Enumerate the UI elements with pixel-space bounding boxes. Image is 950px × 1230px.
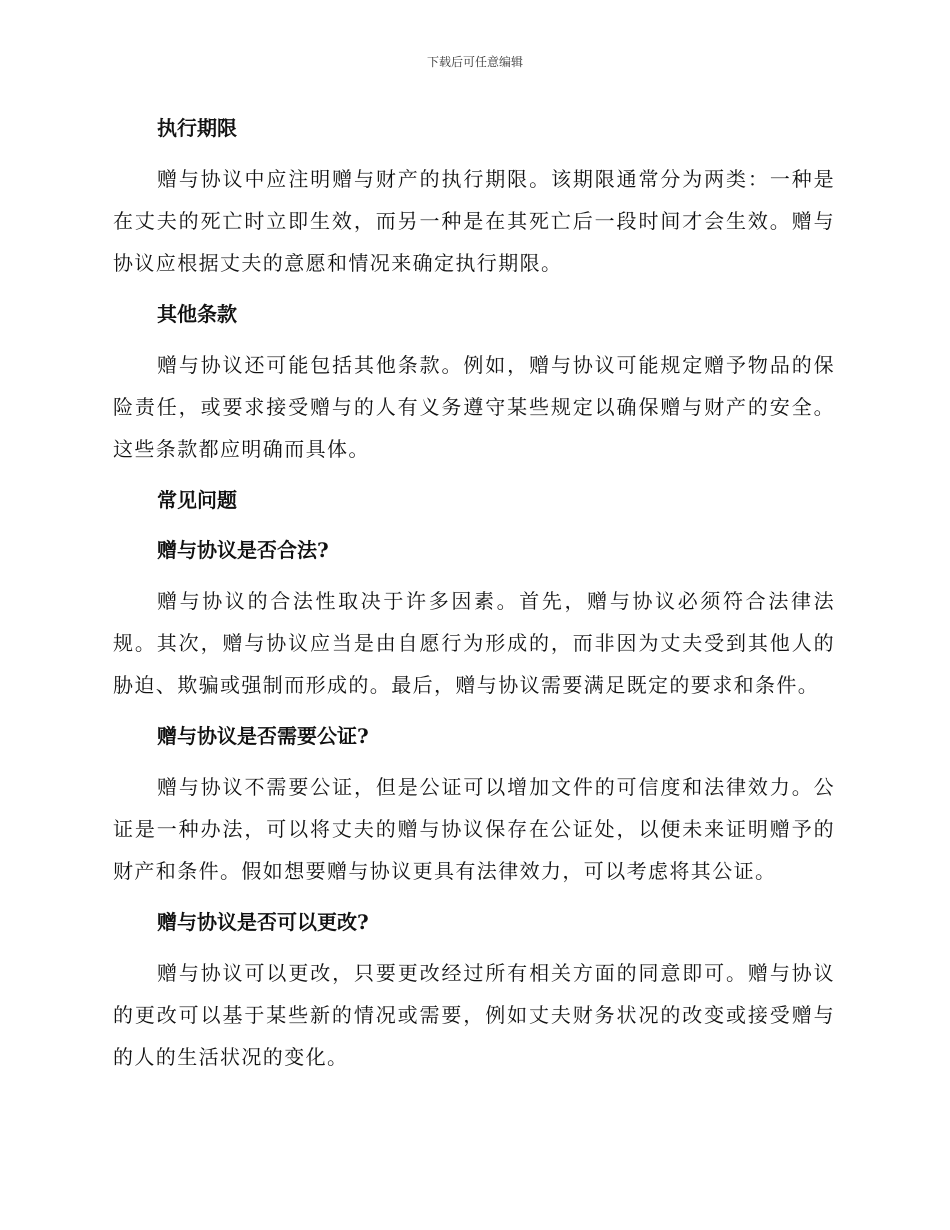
section-heading-other-terms: 其他条款 [157, 302, 237, 326]
faq-question-legality: 赠与协议是否合法? [157, 538, 329, 562]
document-body [113, 108, 835, 1078]
faq-answer-notarization: 赠与协议不需要公证，但是公证可以增加文件的可信度和法律效力。公证是一种办法，可以将丈夫的赠与协议保存在公证处，以便未来证明赠予的财产和条件。假如想要赠与协议更具有法律效力，可以考虑将其公证。 [113, 775, 835, 883]
section-heading-faq: 常见问题 [157, 488, 237, 512]
section-paragraph-execution-period: 赠与协议中应注明赠与财产的执行期限。该期限通常分为两类：一种是在丈夫的死亡时立即生效，而另一种是在其死亡后一段时间才会生效。赠与协议应根据丈夫的意愿和情况来确定执行期限。 [113, 167, 835, 275]
section-heading-execution-period: 执行期限 [157, 116, 237, 140]
faq-question-notarization: 赠与协议是否需要公证? [157, 724, 369, 748]
page-header: 下载后可任意编辑 [426, 55, 523, 69]
faq-question-modification: 赠与协议是否可以更改? [157, 910, 369, 934]
faq-answer-modification: 赠与协议可以更改，只要更改经过所有相关方面的同意即可。赠与协议的更改可以基于某些新的情况或需要，例如丈夫财务状况的改变或接受赠与的人的生活状况的变化。 [113, 961, 835, 1069]
section-paragraph-other-terms: 赠与协议还可能包括其他条款。例如，赠与协议可能规定赠予物品的保险责任，或要求接受赠与的人有义务遵守某些规定以确保赠与财产的安全。这些条款都应明确而具体。 [113, 353, 835, 461]
faq-answer-legality: 赠与协议的合法性取决于许多因素。首先，赠与协议必须符合法律法规。其次，赠与协议应当是由自愿行为形成的，而非因为丈夫受到其他人的胁迫、欺骗或强制而形成的。最后，赠与协议需要满足既定的要求和条件。 [113, 589, 835, 697]
